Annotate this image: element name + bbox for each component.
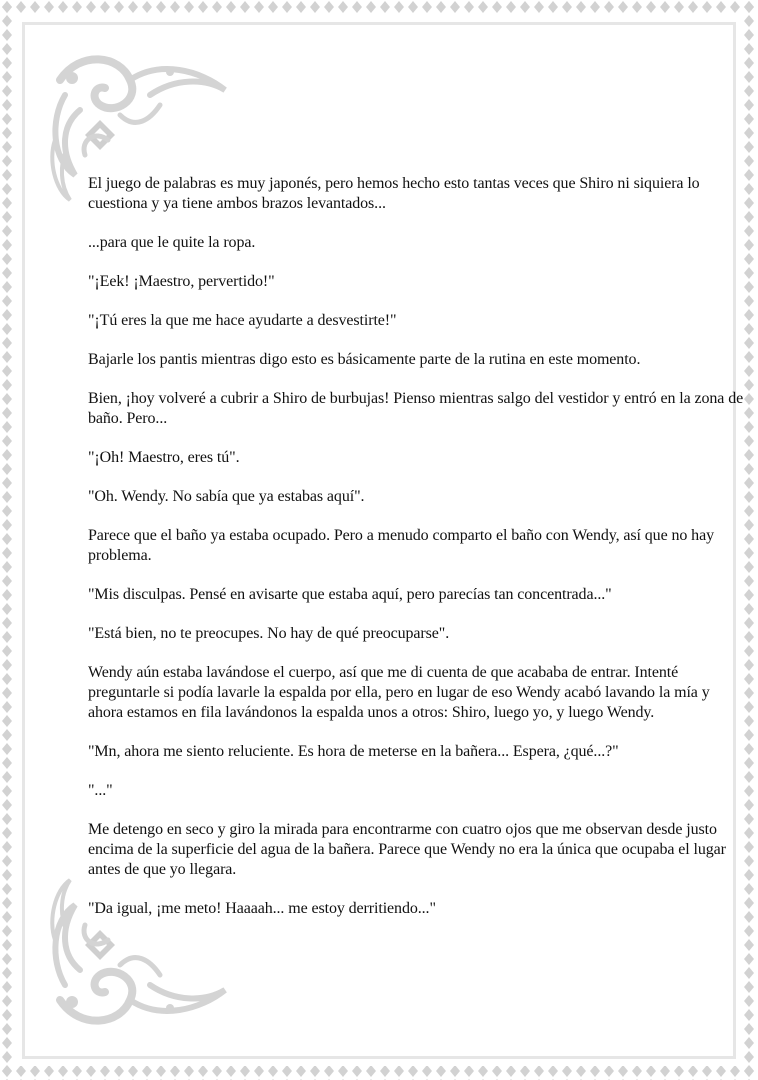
paragraph: "¡Tú eres la que me hace ayudarte a desvestirte!" — [88, 312, 397, 329]
top-border-strip — [0, 0, 758, 14]
paragraph: "¡Oh! Maestro, eres tú". — [88, 449, 240, 466]
paragraph: "Mis disculpas. Pensé en avisarte que estaba aquí, pero parecías tan concentrada..." — [88, 586, 612, 603]
paragraph: ...para que le quite la ropa. — [88, 234, 256, 251]
bottom-border-strip — [0, 1066, 758, 1080]
paragraph: El juego de palabras es muy japonés, pero hemos hecho esto tantas veces que Shiro ni siquiera lo cuestiona y ya tiene ambos brazos levantados... — [88, 175, 700, 212]
paragraph: "..." — [88, 782, 113, 799]
paragraph: "Oh. Wendy. No sabía que ya estabas aquí". — [88, 488, 365, 505]
paragraph: Bajarle los pantis mientras digo esto es básicamente parte de la rutina en este momento. — [88, 351, 641, 368]
paragraph: "Mn, ahora me siento reluciente. Es hora de meterse en la bañera... Espera, ¿qué...?" — [88, 743, 619, 760]
paragraph: Wendy aún estaba lavándose el cuerpo, así que me di cuenta de que acababa de entrar. Intenté preguntarle si podía lavarle la espalda por ella, pero en lugar de eso Wendy acabó lavando la mía y ahora estamos en fila lavándonos la espalda unos a otros: Shiro, luego yo, y luego Wendy. — [88, 664, 710, 721]
body-text — [88, 174, 748, 938]
paragraph: "Da igual, ¡me meto! Haaaah... me estoy derritiendo..." — [88, 900, 436, 917]
paragraph: Me detengo en seco y giro la mirada para encontrarme con cuatro ojos que me observan desde justo encima de la superficie del agua de la bañera. Parece que Wendy no era la única que ocupaba el lugar antes de que yo llegara. — [88, 821, 726, 878]
paragraph: "Está bien, no te preocupes. No hay de qué preocuparse". — [88, 625, 450, 642]
paragraph: "¡Eek! ¡Maestro, pervertido!" — [88, 273, 275, 290]
paragraph: Bien, ¡hoy volveré a cubrir a Shiro de burbujas! Pienso mientras salgo del vestidor y entró en la zona de baño. Pero... — [88, 390, 744, 427]
left-border-strip — [0, 0, 14, 1080]
paragraph: Parece que el baño ya estaba ocupado. Pero a menudo comparto el baño con Wendy, así que no hay problema. — [88, 527, 714, 564]
